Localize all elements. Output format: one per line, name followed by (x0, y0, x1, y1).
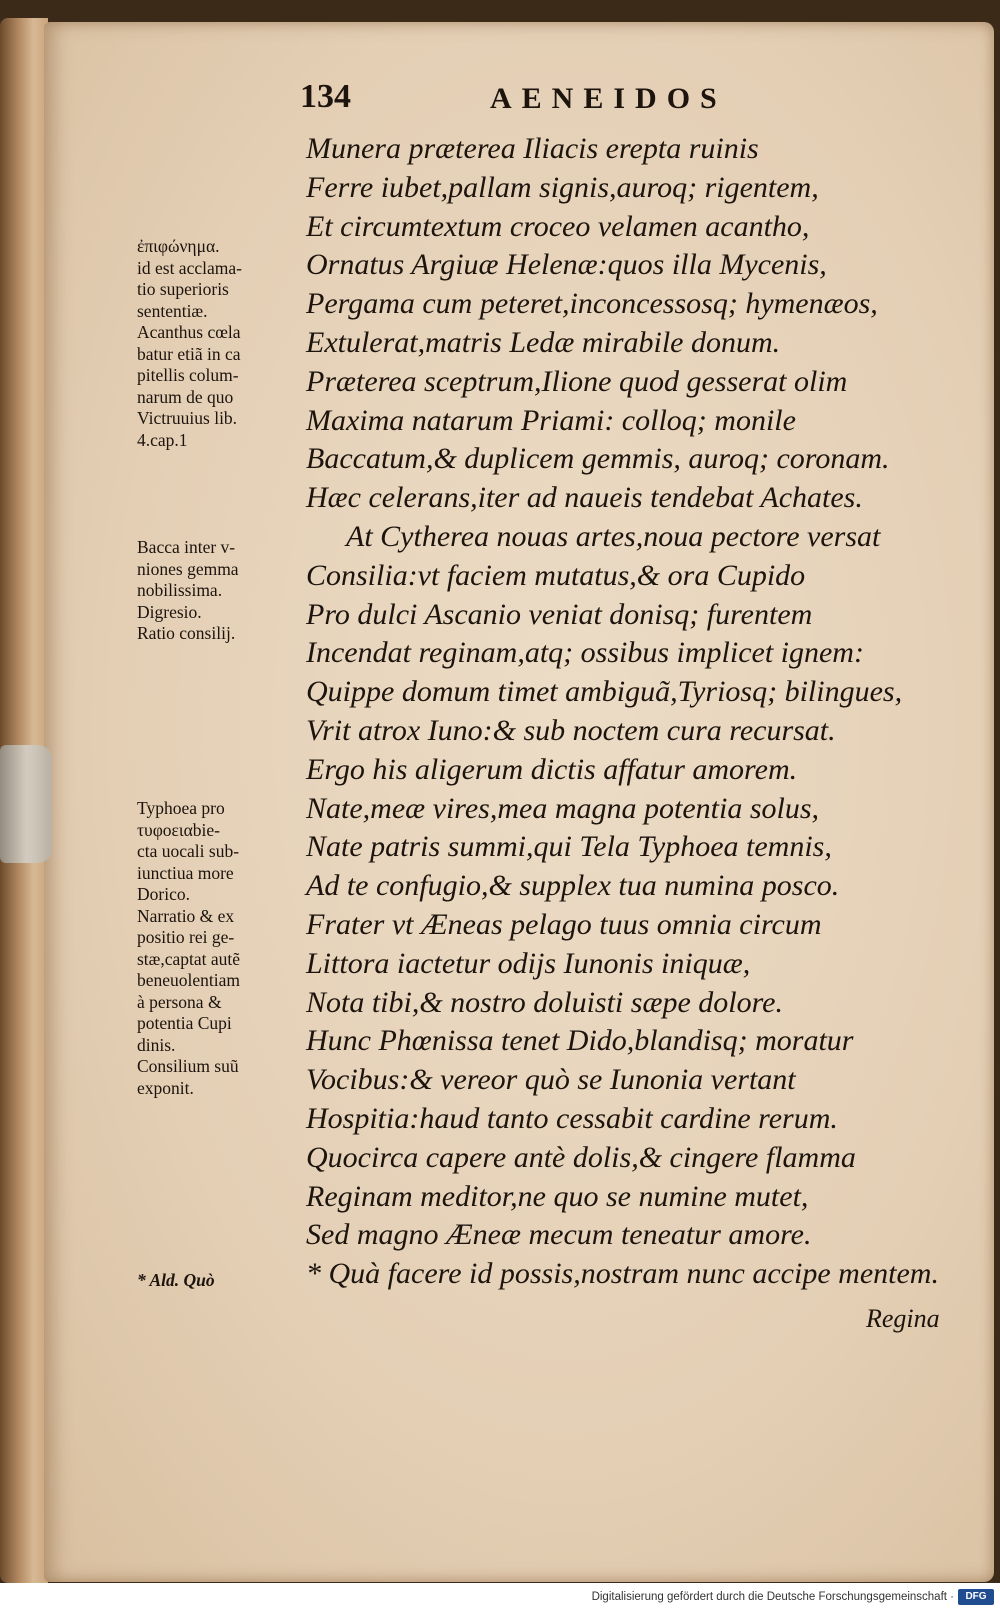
margin-note-line: Consilium suũ (137, 1056, 239, 1076)
verse-line: Et circumtextum croceo velamen acantho, (306, 209, 810, 243)
margin-note-line: potentia Cupi (137, 1013, 232, 1033)
verse-line: Maxima natarum Priami: colloq; monile (306, 403, 796, 437)
margin-note-line: à persona & (137, 991, 222, 1012)
verse-line: Frater vt Æneas pelago tuus omnia circum (306, 907, 822, 941)
margin-note-line: pitellis colum- (137, 365, 239, 385)
margin-note-typhoea (137, 798, 297, 1099)
verse-line: Hunc Phœnissa tenet Dido,blandisq; moratur (306, 1024, 854, 1058)
margin-note-line: 4.cap.1 (137, 429, 188, 450)
margin-note-line: stæ,captat autẽ (137, 948, 241, 969)
margin-note-line: nobilissima. (137, 580, 223, 600)
margin-note-line: Acanthus cœla (137, 322, 241, 342)
margin-note-line: narum de quo (137, 386, 234, 407)
margin-note-line: tio superioris (137, 279, 229, 299)
margin-note-line: τυφοειαbie- (137, 819, 220, 840)
margin-note-line: niones gemma (137, 558, 239, 579)
verse-line: Ornatus Argiuæ Helenæ:quos illa Mycenis, (306, 248, 827, 282)
verse-line: Hæc celerans,iter ad naueis tendebat Achates. (306, 481, 863, 515)
margin-note-line: Narratio & ex (137, 905, 235, 926)
verse-line: Reginam meditor,ne quo se numine mutet, (306, 1179, 809, 1213)
verse-line: Quocirca capere antè dolis,& cingere flamma (306, 1140, 856, 1174)
running-title: AENEIDOS (490, 82, 727, 115)
verse-text (306, 130, 956, 1294)
footer-credit: Digitalisierung gefördert durch die Deutsche Forschungsgemeinschaft · (591, 1591, 954, 1603)
margin-note-line: Victruuius lib. (137, 408, 238, 428)
verse-line: Hospitia:haud tanto cessabit cardine rerum. (306, 1101, 838, 1135)
verse-line: Extulerat,matris Ledæ mirabile donum. (306, 325, 781, 359)
verse-line: Vrit atrox Iuno:& sub noctem cura recursat. (306, 713, 836, 747)
verse-line: * Quà facere id possis,nostram nunc accipe mentem. (306, 1257, 939, 1291)
verse-line: Ferre iubet,pallam signis,auroq; rigentem, (306, 170, 819, 204)
verse-line: Ergo his aligerum dictis affatur amorem. (306, 752, 798, 786)
margin-note-line: iunctiua more (137, 862, 234, 883)
verse-line: Vocibus:& vereor quò se Iunonia vertant (306, 1063, 796, 1097)
margin-note-line: positio rei ge- (137, 927, 235, 947)
verse-line: Littora iactetur odijs Iunonis iniquæ, (306, 946, 751, 980)
margin-note-line: ἐπιφώνημα. (137, 236, 220, 256)
margin-note-line: cta uocali sub- (137, 841, 240, 861)
verse-line: Consilia:vt faciem mutatus,& ora Cupido (306, 558, 806, 592)
dfg-logo: DFG (958, 1589, 994, 1605)
margin-note-line: beneuolentiam (137, 970, 241, 990)
verse-line: Baccatum,& duplicem gemmis, auroq; coronam. (306, 442, 890, 476)
margin-note-line: exponit. (137, 1077, 194, 1098)
page-header (300, 78, 800, 122)
page-clip (0, 745, 52, 863)
verse-line: Ad te confugio,& supplex tua numina posco. (306, 869, 840, 903)
margin-note-line: batur etiã in ca (137, 343, 241, 364)
margin-note-line: Dorico. (137, 884, 190, 904)
verse-line: Quippe domum timet ambiguã,Tyriosq; bilingues, (306, 675, 903, 709)
margin-note-line: dinis. (137, 1034, 176, 1055)
verse-line: Sed magno Æneæ mecum teneatur amore. (306, 1218, 812, 1252)
margin-note-epiphonema (137, 236, 297, 451)
margin-note-line: Digresio. (137, 601, 202, 622)
verse-line: Præterea sceptrum,Ilione quod gesserat olim (306, 364, 848, 398)
margin-note-line: id est acclama- (137, 257, 242, 278)
page-number: 134 (300, 78, 351, 115)
margin-note-bacca (137, 537, 297, 645)
margin-note-aldine (137, 1270, 297, 1292)
verse-line: Pergama cum peteret,inconcessosq; hymenæos, (306, 287, 878, 321)
margin-note-line: sententiæ. (137, 300, 208, 321)
verse-line: Nota tibi,& nostro doluisti sæpe dolore. (306, 985, 783, 1019)
margin-note-line: Ratio consilij. (137, 623, 236, 643)
verse-line: Nate,meæ vires,mea magna potentia solus, (306, 791, 820, 825)
catchword: Regina (866, 1304, 940, 1333)
verse-line: Munera præterea Iliacis erepta ruinis (306, 132, 759, 165)
footer (0, 1583, 1000, 1611)
verse-line: Pro dulci Ascanio veniat donisq; furentem (306, 597, 813, 631)
margin-note-line: Bacca inter v- (137, 537, 236, 557)
margin-note-line: Typhoea pro (137, 798, 225, 818)
verse-line: At Cytherea nouas artes,noua pectore versat (346, 519, 881, 553)
verse-line: Nate patris summi,qui Tela Typhoea temnis, (306, 830, 832, 864)
verse-line: Incendat reginam,atq; ossibus implicet ignem: (306, 636, 864, 670)
margin-note-line: * Ald. Quò (137, 1270, 215, 1290)
